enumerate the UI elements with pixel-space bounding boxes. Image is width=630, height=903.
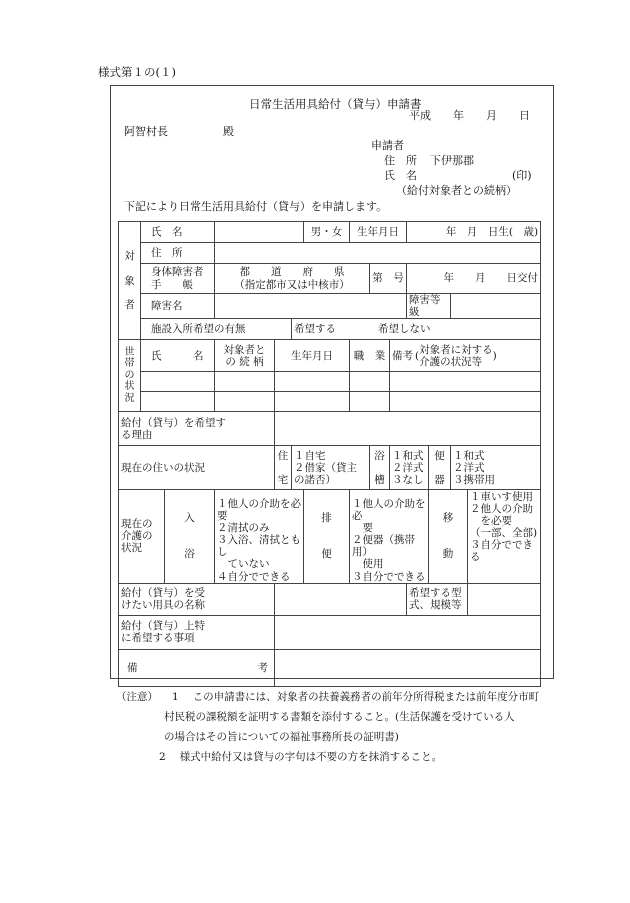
house-options[interactable]: １自宅 ２借家（貸主の諾否） (292, 446, 370, 490)
notes-prefix: （注意） (116, 691, 158, 703)
subject-address-field[interactable] (215, 243, 541, 264)
table-row (119, 392, 541, 412)
mobility-options[interactable]: １車いす使用 ２他人の介助 を必要 （一部、全部) ３自分ででき る (468, 490, 541, 583)
remarks-label: 備 考 (119, 649, 275, 686)
table-row (119, 340, 541, 372)
household-birth-header: 生年月日 (275, 340, 350, 372)
table-row (119, 243, 541, 264)
household-relation-header: 対象者と の 続 柄 (215, 340, 275, 372)
seal-mark: (印) (512, 169, 532, 182)
applicant-address-value: 下伊那郡 (430, 154, 474, 167)
birth-field[interactable]: 年 月 日生( 歳) (407, 222, 541, 243)
table-row (119, 412, 541, 446)
table-row (119, 583, 541, 615)
note-1-number: 1 (172, 691, 179, 703)
table-row (119, 294, 541, 319)
equipment-label: 給付（貸与）を受 けたい用具の名称 (119, 583, 275, 615)
disability-name-label: 障害名 (141, 294, 215, 319)
intro-text: 下記により日常生活用具給付（貸与）を申請します。 (124, 200, 388, 213)
mobility-label: 移 動 (429, 490, 468, 583)
table-row (119, 490, 541, 583)
handbook-issued-date[interactable]: 年 月 日交付 (407, 264, 541, 294)
handbook-label: 身体障害者 手 帳 (141, 264, 215, 294)
toilet-label: 便 器 (429, 446, 451, 490)
table-row (119, 372, 541, 392)
facility-label: 施設入所希望の有無 (141, 319, 292, 340)
notes-section (116, 688, 539, 768)
table-row (119, 264, 541, 294)
form-table (118, 221, 541, 687)
table-row (119, 319, 541, 340)
table-row (119, 222, 541, 243)
subject-name-field[interactable] (215, 222, 304, 243)
subject-section-label: 対 象 者 (119, 222, 141, 340)
model-label: 希望する型 式、規模等 (407, 583, 468, 615)
facility-options[interactable]: 希望する 希望しない (292, 319, 541, 340)
excretion-label: 排 便 (304, 490, 350, 583)
subject-name-label: 氏 名 (141, 222, 215, 243)
model-field[interactable] (468, 583, 541, 615)
note-1-line-1: この申請書には、対象者の扶養義務者の前年分所得税または前年度分市町 (192, 691, 540, 703)
applicant-label: 申請者 (371, 139, 404, 152)
note-1-line-2: 村民税の課税額を証明する書類を添付すること。(生活保護を受けている人 (164, 710, 515, 723)
disability-grade-field[interactable] (451, 294, 541, 319)
equipment-field[interactable] (275, 583, 407, 615)
disability-grade-label: 障害等級 (407, 294, 451, 319)
applicant-address-label: 住 所 (384, 154, 417, 167)
bathing-label: 入 浴 (165, 490, 215, 583)
special-request-label: 給付（貸与）上特 に希望する事項 (119, 615, 275, 649)
excretion-options[interactable]: １他人の介助を必 要 ２便器（携帯用） 使用 ３自分でできる (350, 490, 429, 583)
note-2-number: 2 (159, 750, 166, 763)
household-name-header: 氏 名 (141, 340, 215, 372)
relation-note: （給付対象者との続柄） (396, 184, 517, 197)
form-number: 様式第１の(１) (98, 65, 176, 79)
prefecture-field[interactable]: 都 道 府 県 （指定都市又は中核市） (215, 264, 370, 294)
care-label: 現在の 介護の 状況 (119, 490, 165, 583)
special-request-field[interactable] (275, 615, 541, 649)
form-table-area (118, 221, 540, 674)
note-1-line-3: の場合はその旨についての福祉事務所長の証明書) (164, 730, 399, 743)
subject-address-label: 住 所 (141, 243, 215, 264)
table-row (119, 446, 541, 490)
handbook-number[interactable]: 第 号 (370, 264, 407, 294)
household-job-header: 職 業 (350, 340, 390, 372)
applicant-name-label: 氏 名 (384, 169, 417, 182)
note-2-line-1: 様式中給付又は貸与の字句は不要の方を抹消すること。 (179, 750, 443, 763)
form-title: 日常生活用具給付（貸与）申請書 (249, 97, 422, 111)
disability-name-field[interactable] (215, 294, 407, 319)
table-row (119, 615, 541, 649)
remarks-field[interactable] (275, 649, 541, 686)
house-label: 住 宅 (275, 446, 292, 490)
bath-label: 浴 槽 (370, 446, 390, 490)
reason-field[interactable] (275, 412, 541, 446)
addressee: 阿智村長 殿 (124, 125, 234, 138)
toilet-options[interactable]: １和式 ２洋式 ３携帯用 (451, 446, 541, 490)
housing-label: 現在の住いの状況 (119, 446, 275, 490)
date-line: 平成 年 月 日 (409, 109, 530, 122)
table-row (119, 649, 541, 686)
bath-options[interactable]: １和式 ２洋式 ３なし (390, 446, 429, 490)
bathing-options[interactable]: １他人の介助を必要 ２清拭のみ ３入浴、清拭ともし ていない ４自分でできる (215, 490, 304, 583)
reason-label: 給付（貸与）を希望す る理由 (119, 412, 275, 446)
birth-label: 生年月日 (350, 222, 407, 243)
gender-choice[interactable]: 男・女 (304, 222, 350, 243)
household-section-label: 世 帯 の 状 況 (119, 340, 141, 412)
household-remarks-header: 備考 ( 対象者に対する 介護の状況等 ) (390, 340, 541, 372)
